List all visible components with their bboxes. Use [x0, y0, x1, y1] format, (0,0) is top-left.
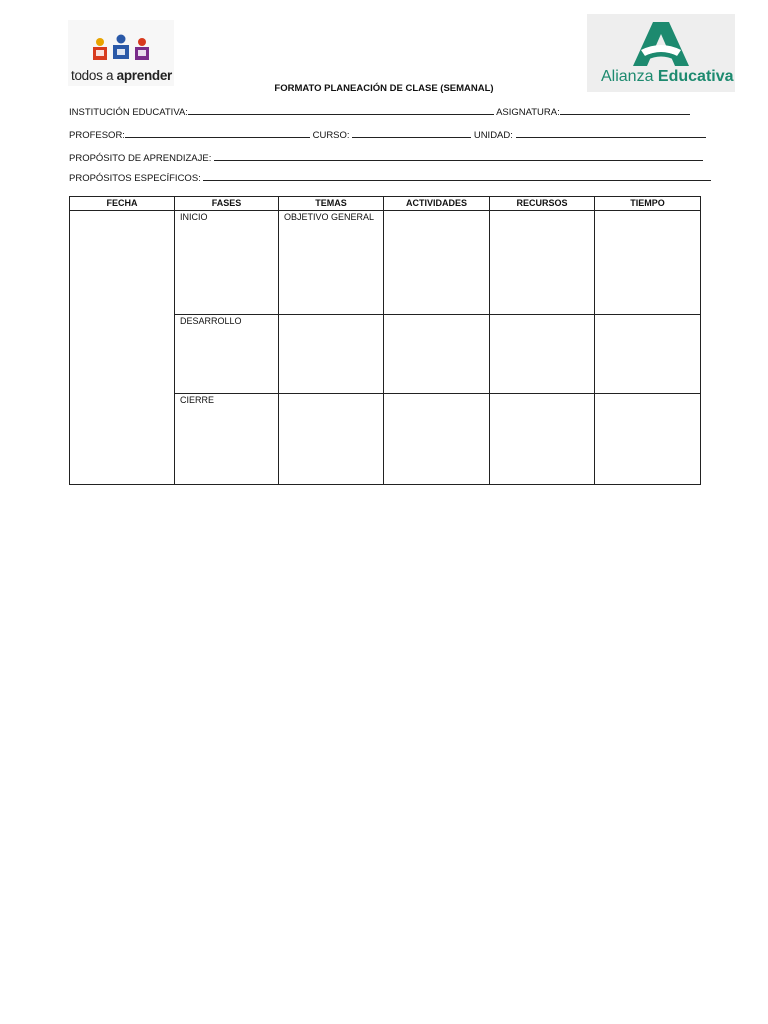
cell-tiempo[interactable]: [595, 315, 701, 394]
cell-actividades[interactable]: [384, 211, 490, 315]
label-propositos-especificos: PROPÓSITOS ESPECÍFICOS:: [69, 173, 201, 184]
cell-actividades[interactable]: [384, 315, 490, 394]
table-row: [70, 211, 701, 315]
input-institucion[interactable]: [188, 104, 494, 115]
cell-recursos[interactable]: [490, 211, 595, 315]
header-fases: FASES: [175, 197, 279, 211]
input-profesor[interactable]: [125, 127, 310, 138]
alianza-a-icon: [631, 20, 691, 68]
cell-tiempo[interactable]: [595, 211, 701, 315]
cell-tiempo[interactable]: [595, 394, 701, 485]
cell-recursos[interactable]: [490, 394, 595, 485]
cell-fase: INICIO: [175, 211, 279, 315]
cell-tema[interactable]: OBJETIVO GENERAL: [279, 211, 384, 315]
planning-table: [69, 196, 701, 485]
header-recursos: RECURSOS: [490, 197, 595, 211]
label-profesor: PROFESOR:: [69, 130, 125, 141]
header-actividades: ACTIVIDADES: [384, 197, 490, 211]
logo-left-text: todos a aprender: [71, 68, 173, 83]
input-curso[interactable]: [352, 127, 471, 138]
input-asignatura[interactable]: [560, 104, 690, 115]
cell-fase: DESARROLLO: [175, 315, 279, 394]
label-institucion: INSTITUCIÓN EDUCATIVA:: [69, 107, 188, 118]
field-line-profesor: [69, 127, 706, 141]
logo-right-text: Alianza Educativa: [601, 68, 734, 85]
cell-actividades[interactable]: [384, 394, 490, 485]
page-title: FORMATO PLANEACIÓN DE CLASE (SEMANAL): [274, 83, 494, 94]
label-asignatura: ASIGNATURA:: [496, 107, 560, 118]
table-header-row: [70, 197, 701, 211]
label-proposito-aprendizaje: PROPÓSITO DE APRENDIZAJE:: [69, 153, 212, 164]
children-books-icon: [90, 34, 152, 68]
input-proposito-aprendizaje[interactable]: [214, 150, 703, 161]
field-line-propositos: [69, 170, 711, 184]
header-temas: TEMAS: [279, 197, 384, 211]
alianza-educativa-logo: [587, 14, 735, 92]
cell-fecha[interactable]: [70, 211, 175, 485]
input-propositos-especificos[interactable]: [203, 170, 711, 181]
label-curso: CURSO:: [312, 130, 350, 141]
label-unidad: UNIDAD:: [473, 130, 513, 141]
header-tiempo: TIEMPO: [595, 197, 701, 211]
cell-tema[interactable]: [279, 315, 384, 394]
todos-a-aprender-logo: [68, 20, 174, 86]
cell-recursos[interactable]: [490, 315, 595, 394]
input-unidad[interactable]: [516, 127, 706, 138]
field-line-institucion: [69, 104, 690, 118]
field-line-proposito: [69, 150, 703, 164]
cell-tema[interactable]: [279, 394, 384, 485]
cell-fase: CIERRE: [175, 394, 279, 485]
header-fecha: FECHA: [70, 197, 175, 211]
